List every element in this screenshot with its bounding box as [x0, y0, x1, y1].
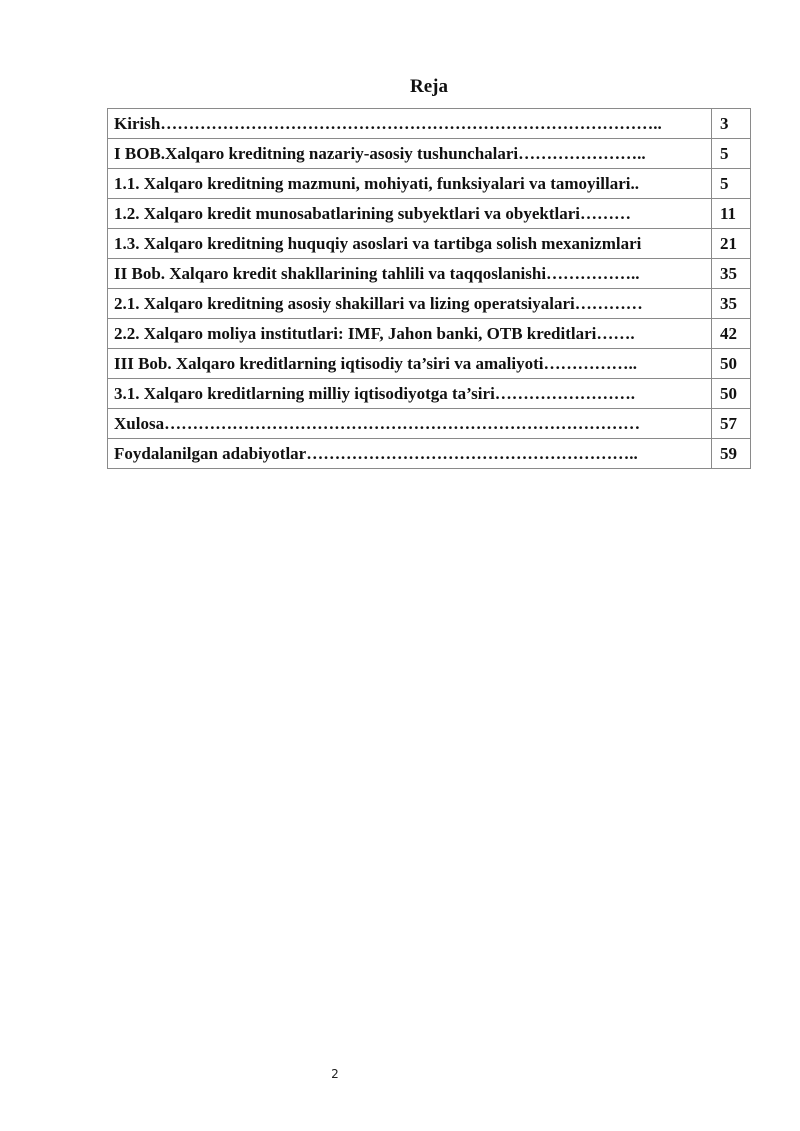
toc-entry-title: 2.2. Xalqaro moliya institutlari: IMF, Jahon banki, OTB kreditlari……. [108, 319, 712, 349]
toc-entry-title: 2.1. Xalqaro kreditning asosiy shakillari va lizing operatsiyalari………… [108, 289, 712, 319]
toc-entry-page: 59 [712, 439, 751, 469]
toc-entry-page: 50 [712, 349, 751, 379]
toc-entry-title: 1.3. Xalqaro kreditning huquqiy asoslari va tartibga solish mexanizmlari [108, 229, 712, 259]
toc-entry-page: 21 [712, 229, 751, 259]
table-row [108, 169, 751, 199]
table-of-contents [107, 108, 751, 469]
toc-entry-title: II Bob. Xalqaro kredit shakllarining tahlili va taqqoslanishi…………….. [108, 259, 712, 289]
toc-entry-page: 35 [712, 259, 751, 289]
table-row [108, 139, 751, 169]
page-number: 2 [331, 1067, 339, 1081]
table-row [108, 379, 751, 409]
toc-entry-page: 57 [712, 409, 751, 439]
toc-entry-title: III Bob. Xalqaro kreditlarning iqtisodiy ta’siri va amaliyoti…………….. [108, 349, 712, 379]
toc-entry-page: 11 [712, 199, 751, 229]
table-row [108, 409, 751, 439]
table-row [108, 109, 751, 139]
table-row [108, 289, 751, 319]
toc-entry-page: 5 [712, 139, 751, 169]
table-row [108, 349, 751, 379]
table-row [108, 229, 751, 259]
toc-entry-page: 50 [712, 379, 751, 409]
table-row [108, 439, 751, 469]
page-title: Reja [410, 76, 448, 97]
toc-entry-title: 1.1. Xalqaro kreditning mazmuni, mohiyati, funksiyalari va tamoyillari.. [108, 169, 712, 199]
table-row [108, 319, 751, 349]
toc-entry-title: Xulosa………………………………………………………………………… [108, 409, 712, 439]
toc-entry-title: I BOB.Xalqaro kreditning nazariy-asosiy tushunchalari………………….. [108, 139, 712, 169]
toc-entry-title: 1.2. Xalqaro kredit munosabatlarining subyektlari va obyektlari……… [108, 199, 712, 229]
toc-entry-title: 3.1. Xalqaro kreditlarning milliy iqtisodiyotga ta’siri……………………. [108, 379, 712, 409]
toc-entry-page: 42 [712, 319, 751, 349]
toc-entry-title: Kirish…………………………………………………………………………….. [108, 109, 712, 139]
toc-entry-page: 5 [712, 169, 751, 199]
table-row [108, 259, 751, 289]
table-row [108, 199, 751, 229]
toc-entry-page: 3 [712, 109, 751, 139]
toc-entry-title: Foydalanilgan adabiyotlar………………………………………………….. [108, 439, 712, 469]
toc-entry-page: 35 [712, 289, 751, 319]
